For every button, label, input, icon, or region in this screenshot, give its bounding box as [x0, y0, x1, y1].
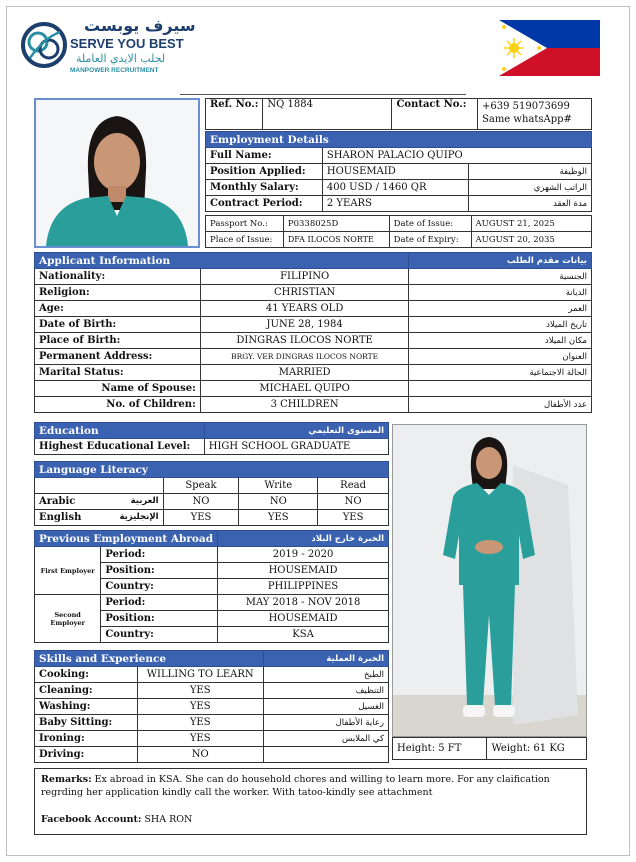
applicant-row — [35, 397, 592, 413]
applicant-row — [35, 365, 592, 381]
applicant-value: CHRISTIAN — [200, 285, 409, 301]
employment-row — [206, 180, 592, 196]
applicant-row — [35, 349, 592, 365]
skill-row — [35, 731, 389, 747]
position-label: Position: — [101, 563, 218, 579]
employment-value: SHARON PALACIO QUIPO — [322, 148, 591, 164]
applicant-title-arabic: بيانات مقدم الطلب — [409, 253, 592, 269]
passport-value: P0338025D — [283, 216, 389, 232]
skill-value: WILLING TO LEARN — [137, 667, 263, 683]
country-label: Country: — [101, 627, 218, 643]
employment-label: Monthly Salary: — [206, 180, 323, 196]
skill-label: Baby Sitting: — [35, 715, 138, 731]
employment-arabic: الوظيفة — [468, 164, 591, 180]
skill-label: Cleaning: — [35, 683, 138, 699]
skill-arabic: كي الملابس — [263, 731, 388, 747]
applicant-label: No. of Children: — [35, 397, 201, 413]
logo-subtitle: MANPOWER RECRUITMENT — [70, 67, 159, 74]
height-value: Height: 5 FT — [393, 738, 487, 760]
skill-value: YES — [137, 699, 263, 715]
passport-table — [205, 215, 592, 248]
previous-title-arabic: الخبرة خارج البلاد — [218, 531, 389, 547]
skill-row — [35, 683, 389, 699]
applicant-arabic: العمر — [409, 301, 592, 317]
skill-value: YES — [137, 683, 263, 699]
weight-value: Weight: 61 KG — [487, 738, 587, 760]
employment-arabic: مدة العقد — [468, 196, 591, 212]
country-value: PHILIPPINES — [218, 579, 389, 595]
education-label: Highest Educational Level: — [35, 439, 205, 455]
education-title-arabic: المستوى التعليمي — [204, 423, 388, 439]
issue-date-value: AUGUST 21, 2025 — [471, 216, 591, 232]
applicant-label: Nationality: — [35, 269, 201, 285]
language-label-cell — [35, 510, 164, 526]
applicant-row — [35, 317, 592, 333]
applicant-value: BRGY. VER DINGRAS ILOCOS NORTE — [200, 349, 409, 365]
first-employer-label: First Employer — [35, 547, 101, 595]
applicant-label: Religion: — [35, 285, 201, 301]
applicant-arabic — [409, 381, 592, 397]
applicant-label: Age: — [35, 301, 201, 317]
applicant-value: 41 YEARS OLD — [200, 301, 409, 317]
remarks-box — [34, 768, 587, 835]
issue-date-label: Date of Issue: — [389, 216, 471, 232]
skills-title: Skills and Experience — [35, 651, 264, 667]
applicant-value: DINGRAS ILOCOS NORTE — [200, 333, 409, 349]
language-header: Speak — [163, 478, 239, 494]
period-label: Period: — [101, 595, 218, 611]
skill-arabic: التنظيف — [263, 683, 388, 699]
language-title: Language Literacy — [35, 462, 389, 478]
skill-row — [35, 699, 389, 715]
company-logo — [20, 16, 220, 76]
philippines-flag-icon — [499, 20, 600, 76]
position-value: HOUSEMAID — [218, 563, 389, 579]
language-value: NO — [163, 494, 239, 510]
language-label: English — [39, 512, 82, 523]
language-value: YES — [318, 510, 389, 526]
country-value: KSA — [218, 627, 389, 643]
contact-note: Same whatsApp# — [482, 114, 572, 125]
language-value: NO — [239, 494, 318, 510]
applicant-label: Place of Birth: — [35, 333, 201, 349]
employment-value: HOUSEMAID — [322, 164, 468, 180]
expiry-label: Date of Expiry: — [389, 232, 471, 248]
skills-table — [34, 650, 389, 763]
logo-english-name: SERVE YOU BEST — [70, 36, 184, 51]
language-row — [35, 510, 389, 526]
employment-label: Position Applied: — [206, 164, 323, 180]
logo-arabic-tagline: لجلب الايدي العاملة — [76, 52, 166, 65]
language-header: Write — [239, 478, 318, 494]
applicant-value: JUNE 28, 1984 — [200, 317, 409, 333]
applicant-label: Marital Status: — [35, 365, 201, 381]
skill-value: YES — [137, 731, 263, 747]
applicant-label: Date of Birth: — [35, 317, 201, 333]
logo-emblem-icon — [20, 20, 68, 70]
facebook-value: SHA RON — [141, 814, 193, 825]
contact-cell — [478, 99, 592, 130]
expiry-value: AUGUST 20, 2035 — [471, 232, 591, 248]
applicant-label: Name of Spouse: — [35, 381, 201, 397]
skill-label: Cooking: — [35, 667, 138, 683]
applicant-value: MARRIED — [200, 365, 409, 381]
employment-arabic: الراتب الشهري — [468, 180, 591, 196]
skills-title-arabic: الخبرة العملية — [263, 651, 388, 667]
language-arabic: الإنجليزية — [119, 512, 159, 522]
employment-title: Employment Details — [206, 132, 592, 148]
employment-row — [206, 196, 592, 212]
logo-arabic-name: سيرف يوبست — [84, 16, 196, 35]
skill-row — [35, 715, 389, 731]
applicant-arabic: الجنسية — [409, 269, 592, 285]
contact-label: Contact No.: — [392, 99, 478, 130]
skill-label: Ironing: — [35, 731, 138, 747]
skill-arabic — [263, 747, 388, 763]
previous-employment-table — [34, 530, 389, 643]
country-label: Country: — [101, 579, 218, 595]
applicant-arabic: الديانة — [409, 285, 592, 301]
education-title: Education — [35, 423, 205, 439]
employment-value: 400 USD / 1460 QR — [322, 180, 468, 196]
header-table — [205, 98, 592, 130]
applicant-value: FILIPINO — [200, 269, 409, 285]
passport-label: Passport No.: — [206, 216, 284, 232]
employment-label: Contract Period: — [206, 196, 323, 212]
skill-row — [35, 747, 389, 763]
skill-label: Washing: — [35, 699, 138, 715]
education-table — [34, 422, 389, 455]
header-divider — [180, 94, 466, 95]
language-value: YES — [163, 510, 239, 526]
skill-arabic: رعاية الأطفال — [263, 715, 388, 731]
language-value: NO — [318, 494, 389, 510]
body-stats-table — [392, 737, 587, 760]
employment-value: 2 YEARS — [322, 196, 468, 212]
period-value: 2019 - 2020 — [218, 547, 389, 563]
applicant-value: MICHAEL QUIPO — [200, 381, 409, 397]
remarks-paragraph — [41, 773, 580, 799]
applicant-row — [35, 333, 592, 349]
remarks-text: Ex abroad in KSA. She can do household chores and willing to learn more. For any claification regrding her application kindly call the worker. With tatoo-kindly see attachment — [41, 774, 550, 798]
skill-value: NO — [137, 747, 263, 763]
employment-table — [205, 131, 592, 212]
remarks-label: Remarks: — [41, 774, 92, 785]
applicant-label: Permanent Address: — [35, 349, 201, 365]
contact-value: +639 519073699 — [482, 101, 570, 112]
language-table — [34, 461, 389, 526]
applicant-table — [34, 252, 592, 413]
period-label: Period: — [101, 547, 218, 563]
position-value: HOUSEMAID — [218, 611, 389, 627]
applicant-row — [35, 301, 592, 317]
applicant-row — [35, 269, 592, 285]
previous-title: Previous Employment Abroad — [35, 531, 218, 547]
skill-label: Driving: — [35, 747, 138, 763]
portrait-photo — [34, 98, 200, 248]
skill-row — [35, 667, 389, 683]
second-employer-label: Second Employer — [35, 595, 101, 643]
ref-value: NQ 1884 — [263, 99, 392, 130]
language-label: Arabic — [39, 496, 76, 507]
applicant-title: Applicant Information — [35, 253, 409, 269]
applicant-row — [35, 381, 592, 397]
applicant-arabic: العنوان — [409, 349, 592, 365]
applicant-row — [35, 285, 592, 301]
applicant-arabic: مكان الميلاد — [409, 333, 592, 349]
employment-row — [206, 164, 592, 180]
skill-arabic: الغسيل — [263, 699, 388, 715]
education-value: HIGH SCHOOL GRADUATE — [204, 439, 388, 455]
language-row — [35, 494, 389, 510]
place-label: Place of Issue: — [206, 232, 284, 248]
period-value: MAY 2018 - NOV 2018 — [218, 595, 389, 611]
applicant-value: 3 CHILDREN — [200, 397, 409, 413]
applicant-arabic: عدد الأطفال — [409, 397, 592, 413]
ref-label: Ref. No.: — [206, 99, 263, 130]
facebook-line — [41, 813, 580, 826]
language-arabic: العربية — [130, 496, 159, 506]
language-value: YES — [239, 510, 318, 526]
place-value: DFA ILOCOS NORTE — [283, 232, 389, 248]
language-label-cell — [35, 494, 164, 510]
employment-row — [206, 148, 592, 164]
facebook-label: Facebook Account: — [41, 814, 142, 825]
position-label: Position: — [101, 611, 218, 627]
applicant-arabic: الحالة الاجتماعية — [409, 365, 592, 381]
skill-arabic: الطبخ — [263, 667, 388, 683]
full-body-photo — [392, 424, 587, 737]
language-header-blank — [35, 478, 164, 494]
applicant-arabic: تاريخ الميلاد — [409, 317, 592, 333]
skill-value: YES — [137, 715, 263, 731]
language-header: Read — [318, 478, 389, 494]
employment-label: Full Name: — [206, 148, 323, 164]
